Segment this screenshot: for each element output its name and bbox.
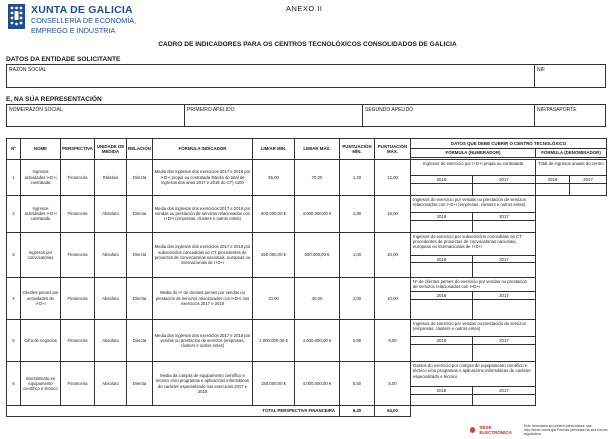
row-name: Ingresos por convocatorias <box>21 232 61 277</box>
table-row <box>7 319 607 336</box>
row-numerator: Ingresos do exercicio por I+D+i propia ou contratada <box>411 159 536 175</box>
table-row <box>7 195 607 212</box>
value-input[interactable] <box>570 183 607 195</box>
row-max: 70,00 <box>295 159 340 195</box>
empty-cell <box>536 195 607 232</box>
row-relation: Directa <box>127 362 153 406</box>
header-relation: RELACIÓN <box>127 139 153 160</box>
header-unit: UNIDADE DE MEDIDA <box>95 139 127 160</box>
applicant-section-title: DATOS DA ENTIDADE SOLICITANTE <box>6 56 121 63</box>
row-num: 2 <box>7 195 21 232</box>
row-score-min: 0,50 <box>340 362 375 406</box>
year-label: 2017 <box>473 213 536 221</box>
row-num: 4 <box>7 277 21 319</box>
year-label: 2018 <box>411 213 473 221</box>
row-unit: Absoluto <box>95 362 127 406</box>
row-numerator: Ingresos do exercicio por vendas ou prestación de servizos (empresas, clusters e outros entes) <box>411 319 536 336</box>
row-name: Clientes pemes por actividades de I+D+i <box>21 277 61 319</box>
value-input[interactable] <box>411 394 473 405</box>
value-input[interactable] <box>473 394 536 405</box>
footer <box>470 424 615 437</box>
table-row <box>7 159 607 175</box>
row-name: Investimento en equipamento científico e técnico <box>21 362 61 406</box>
row-unit: Absoluto <box>95 232 127 277</box>
row-num: 6 <box>7 362 21 406</box>
row-perspective: Financeira <box>61 319 95 362</box>
value-input[interactable] <box>411 263 473 277</box>
rep-nif-field[interactable] <box>536 114 605 126</box>
rep-nif-label: NIF/PASAPORTE <box>537 107 577 113</box>
rep-surname1-label: PRIMEIRO APELIDO <box>187 107 235 113</box>
empty-cell <box>536 319 607 362</box>
row-relation: Directa <box>127 232 153 277</box>
empty-cell <box>536 362 607 406</box>
year-label: 2018 <box>411 176 473 184</box>
rep-name-label: NOME/RAZÓN SOCIAL <box>9 107 63 113</box>
row-relation: Directa <box>127 277 153 319</box>
rep-surname2-field[interactable] <box>364 114 533 126</box>
value-input[interactable] <box>411 344 473 361</box>
row-name: Cifra de negocios <box>21 319 61 362</box>
header-denominator: FÓRMULA (DENOMINADOR) <box>536 148 607 157</box>
galicia-emblem-icon <box>8 4 25 29</box>
nif-label: NIF <box>537 67 546 73</box>
value-input[interactable] <box>473 344 536 361</box>
value-input[interactable] <box>473 220 536 232</box>
table-row <box>7 362 607 387</box>
table-row <box>7 277 607 292</box>
value-input[interactable] <box>411 220 473 232</box>
value-input[interactable] <box>473 263 536 277</box>
row-unit: Absoluto <box>95 195 127 232</box>
empty-cell <box>536 232 607 277</box>
total-row <box>7 405 607 416</box>
row-score-min: 1,00 <box>340 232 375 277</box>
row-num: 3 <box>7 232 21 277</box>
row-formula: Media do nº de clientes pemes por vendas ou prestación de servizos relacionados con I+D+i nos exercicios 2017 e 2018 <box>153 277 253 319</box>
row-name: Ingresos actividades I+D+i contratada <box>21 195 61 232</box>
row-formula: Media dos ingresos dos exercicios 2017 e 2018 por vendas ou prestación de servizos relacionados con I+D+i (empresas, clusters e outros entes) <box>153 195 253 232</box>
row-max: 3.000.000,00 € <box>295 195 340 232</box>
empty-cell <box>536 277 607 319</box>
annex-label: ANEXO II <box>286 4 323 13</box>
row-num: 5 <box>7 319 21 362</box>
row-score-max: 10,00 <box>375 232 411 277</box>
rep-divider-1 <box>184 104 185 127</box>
indicators-table <box>6 138 607 417</box>
row-numerator: Ingresos do exercicio por subvencións concedidas ao CT procedentes de proxectos de convocatorias nacionais, europeas ou internacionais de I+D+i <box>411 232 536 255</box>
header-formula: FÓRMULA INDICADOR <box>153 139 253 160</box>
row-num: 1 <box>7 159 21 195</box>
year-label: 2018 <box>411 337 473 345</box>
rep-name-field[interactable] <box>7 114 183 126</box>
logo-title: XUNTA DE GALICIA <box>31 4 133 16</box>
razon-social-label: RAZÓN SOCIAL <box>9 67 47 73</box>
year-label: 2017 <box>473 387 536 395</box>
footer-badge: SEDE ELECTRÓNICA <box>479 425 512 436</box>
header-score-max: PUNTUACIÓN MÁX. <box>375 139 411 160</box>
header-num: Nº <box>7 139 21 160</box>
year-label: 2018 <box>536 176 570 184</box>
row-perspective: Financeira <box>61 195 95 232</box>
year-label: 2018 <box>411 292 473 300</box>
row-numerator: Gastos do exercicio por compra de equipamento científico e técnico e/ou programas e aplicacións informáticas de carácter especializado e técnico <box>411 362 536 387</box>
row-formula: Media dos ingresos dos exercicios 2017 e 2018 por vendas ou prestación de servizos (empresas, clusters e outros entes) <box>153 319 253 362</box>
year-label: 2017 <box>473 337 536 345</box>
header-score-min: PUNTUACIÓN MÍN. <box>340 139 375 160</box>
razon-social-field[interactable] <box>7 75 533 87</box>
row-max: 40,00 <box>295 277 340 319</box>
total-label: TOTAL PERSPECTIVA FINANCEIRA <box>7 405 340 416</box>
total-score-min: 6,40 <box>340 405 375 416</box>
row-score-max: 18,00 <box>375 195 411 232</box>
row-min: 10,00 <box>253 277 295 319</box>
table-row <box>7 232 607 255</box>
row-score-max: 12,00 <box>375 159 411 195</box>
row-formula: Media dos ingresos dos exercicios 2017 e 2018 por subvencións concedidas ao CT procedentes de proxectos de convocatorias nacionais, europeas ou internacionais de I+D+i <box>153 232 253 277</box>
logo-subtitle-line1: CONSELLERÍA DE ECONOMÍA, <box>31 16 137 25</box>
row-numerator: Ingresos do exercicio por vendas ou prestación de servizos relacionados con I+D+i (empresas, clusters e outros entes) <box>411 195 536 212</box>
row-unit: Absoluto <box>95 277 127 319</box>
row-relation: Directa <box>127 319 153 362</box>
rep-surname2-label: SEGUNDO APELIDO <box>365 107 414 113</box>
row-score-min: 1,80 <box>340 195 375 232</box>
empty-cell <box>411 405 607 416</box>
header-max: LIMIAR MÁX. <box>295 139 340 160</box>
row-score-max: 9,00 <box>375 319 411 362</box>
representative-section-title: E, NA SÚA REPRESENTACIÓN <box>6 96 102 103</box>
total-score-max: 64,00 <box>375 405 411 416</box>
value-input[interactable] <box>411 183 473 195</box>
row-min: 250.000,00 € <box>253 232 295 277</box>
row-unit: Absoluto <box>95 319 127 362</box>
year-label: 2017 <box>473 255 536 263</box>
row-min: 35,00 <box>253 159 295 195</box>
rep-surname1-field[interactable] <box>186 114 361 126</box>
row-score-max: 5,00 <box>375 362 411 406</box>
row-relation: Directa <box>127 159 153 195</box>
row-min: 500.000,00 € <box>253 195 295 232</box>
header-min: LIMIAR MÍN. <box>253 139 295 160</box>
value-input[interactable] <box>536 183 570 195</box>
logo <box>8 4 136 36</box>
row-name: Ingresos actividades I+D+i contratada <box>21 159 61 195</box>
header-name: NOME <box>21 139 61 160</box>
footer-line1: Este formulario só poderá presentarse nas <box>523 424 592 428</box>
row-perspective: Financeira <box>61 159 95 195</box>
rep-divider-3 <box>534 104 535 127</box>
logo-subtitle-line2: EMPREGO E INDUSTRIA <box>31 26 116 35</box>
row-perspective: Financeira <box>61 277 95 319</box>
document-title: CADRO DE INDICADORES PARA OS CENTROS TECNOLÓXICOS CONSOLIDADOS DE GALICIA <box>158 41 457 48</box>
year-label: 2018 <box>411 255 473 263</box>
row-formula: Media dos ingresos dos exercicios 2017 e 2018 por I+D+i propia ou contratada /Media do total de ingresos dos anos 2017 e 2018 do CT) x100 <box>153 159 253 195</box>
value-input[interactable] <box>473 299 536 319</box>
row-score-min: 1,20 <box>340 159 375 195</box>
row-max: 4.000.000,00 € <box>295 319 340 362</box>
sede-logo-icon <box>470 427 475 433</box>
year-label: 2017 <box>570 176 607 184</box>
year-label: 2017 <box>473 176 536 184</box>
row-score-min: 1,00 <box>340 277 375 319</box>
row-relation: Directa <box>127 195 153 232</box>
value-input[interactable] <box>411 299 473 319</box>
nif-field[interactable] <box>535 75 605 87</box>
year-label: 2017 <box>473 292 536 300</box>
row-min: 1.000.000,00 € <box>253 319 295 362</box>
row-score-max: 10,00 <box>375 277 411 319</box>
row-unit: Relativo <box>95 159 127 195</box>
row-perspective: Financeira <box>61 362 95 406</box>
value-input[interactable] <box>473 183 536 195</box>
header-perspective: PERSPECTIVA <box>61 139 95 160</box>
row-max: 600.000,00 € <box>295 232 340 277</box>
header-numerator: FÓRMULA (NUMERADOR) <box>411 148 536 157</box>
row-max: 4.000.000,00 € <box>295 362 340 406</box>
footer-line2: http://sede.xunta.gal Formas previstas na súa norma reguladora <box>523 428 608 437</box>
row-min: 150.000,00 € <box>253 362 295 406</box>
row-denominator: Total de ingresos anuais do centro <box>536 159 607 175</box>
header-data-group: DATOS QUE DEBE CUBRIR O CENTRO TECNOLÓXICO <box>411 139 607 149</box>
row-score-min: 0,90 <box>340 319 375 362</box>
row-formula: Media da compra de equipamento científico e técnico e/ou programas e aplicacións informáticas de carácter especializado nos exercicios 2017 e 2018 <box>153 362 253 406</box>
year-label: 2018 <box>411 387 473 395</box>
rep-divider-2 <box>362 104 363 127</box>
row-perspective: Financeira <box>61 232 95 277</box>
row-numerator: Nº de clientes pemes do exercicio por vendas ou prestación de servizos relacionados con I+D+i <box>411 277 536 292</box>
